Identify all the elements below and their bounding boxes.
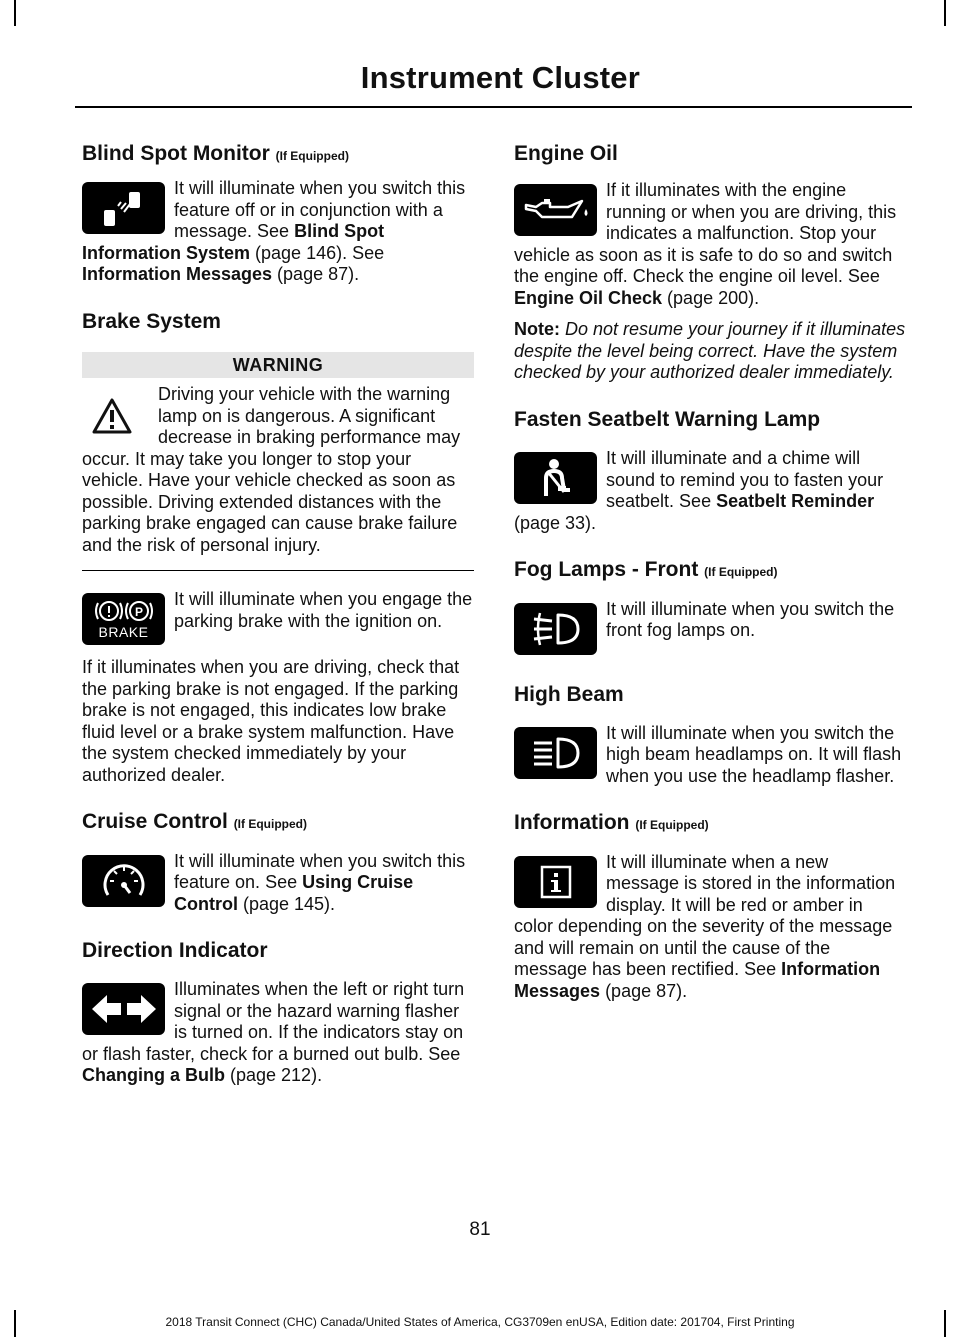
section-direction-indicator	[82, 937, 474, 1087]
section-blind-spot-monitor	[82, 140, 474, 286]
engine-oil-description: If it illuminates with the engine running or when you are driving, this indicates a malfunction. Stop your vehicle as soon as it is safe to do so and switch the engine off. Check the engine oil level. See Engine Oil Check (page 200).	[514, 180, 897, 308]
link-seatbelt-reminder[interactable]: Seatbelt Reminder	[716, 491, 875, 512]
brake-icon-label: BRAKE	[98, 624, 149, 641]
crop-mark	[944, 0, 946, 26]
link-blind-spot-information-system[interactable]: Blind Spot Information System	[82, 221, 385, 263]
blind-spot-description: It will illuminate when you switch this feature off or in conjunction with a message. See Blind Spot Information System (page 146). See Information Messages (page 87).	[82, 178, 466, 285]
direction-indicator-description: Illuminates when the left or right turn signal or the hazard warning flasher is turned on. If the indicators stay on or flash faster, check for a burned out bulb. See Changing a Bulb (page 212).	[82, 979, 465, 1086]
link-using-cruise-control[interactable]: Using Cruise Control	[174, 872, 414, 914]
speedometer-icon	[82, 855, 165, 907]
warning-triangle-icon	[82, 390, 142, 442]
cruise-control-description: It will illuminate when you switch this feature on. See Using Cruise Control (page 145).	[174, 850, 466, 914]
oil-can-icon	[514, 184, 597, 236]
left-column	[82, 140, 474, 1087]
link-engine-oil-check[interactable]: Engine Oil Check	[514, 287, 663, 308]
seatbelt-icon	[514, 452, 597, 504]
section-heading: Direction Indicator	[82, 939, 268, 963]
section-heading: Fasten Seatbelt Warning Lamp	[514, 407, 821, 431]
section-heading: High Beam	[514, 682, 624, 706]
parking-brake-icon	[82, 593, 165, 645]
information-icon	[514, 856, 597, 908]
section-heading: Information (If Equipped)	[514, 811, 709, 835]
link-information-messages[interactable]: Information Messages	[82, 264, 273, 285]
page-number: 81	[469, 1219, 491, 1240]
svg-text:P: P	[134, 605, 143, 620]
fog-lamps-description: It will illuminate when you switch the front fog lamps on.	[606, 598, 895, 641]
right-column	[514, 140, 906, 1002]
crop-mark	[14, 0, 16, 26]
link-information-messages[interactable]: Information Messages	[514, 959, 881, 1001]
brake-malfunction-text: If it illuminates when you are driving, check that the parking brake is not engaged. If the parking brake is not engaged, this indicates low brake fluid level or a brake system malfunction. Have the system checked immediately by your authorized dealer.	[82, 657, 460, 785]
section-information	[514, 809, 906, 1002]
section-heading: Fog Lamps - Front (If Equipped)	[514, 558, 778, 582]
section-engine-oil	[514, 140, 906, 384]
section-cruise-control	[82, 808, 474, 915]
high-beam-icon	[514, 727, 597, 779]
parking-brake-description: It will illuminate when you engage the parking brake with the ignition on.	[174, 589, 473, 631]
section-heading: Engine Oil	[514, 142, 618, 165]
section-fasten-seatbelt	[514, 406, 906, 534]
section-heading: Brake System	[82, 309, 221, 333]
front-fog-lamp-icon	[514, 603, 597, 655]
link-changing-a-bulb[interactable]: Changing a Bulb	[82, 1065, 225, 1086]
section-fog-lamps-front	[514, 556, 906, 658]
blind-spot-icon	[82, 182, 165, 234]
section-heading: Cruise Control (If Equipped)	[82, 810, 308, 834]
information-description: It will illuminate when a new message is stored in the information display. It will be red or amber in color depending on the severity of the message and will remain on until the cause of the message has been rectified. See Information Messages (page 87).	[514, 851, 896, 1001]
section-heading: Blind Spot Monitor (If Equipped)	[82, 142, 349, 165]
engine-oil-note: Note: Do not resume your journey if it illuminates despite the level being correct. Have the system checked by your authorized dealer immediately.	[514, 319, 906, 383]
seatbelt-description: It will illuminate and a chime will sound to remind you to fasten your seatbelt. See Seatbelt Reminder (page 33).	[514, 448, 884, 533]
warning-label: WARNING	[82, 352, 474, 378]
brake-warning-text: Driving your vehicle with the warning lamp on is dangerous. A significant decrease in braking performance may occur. It may take you longer to stop your vehicle. Have your vehicle checked as soon as possible. Driving extended distances with the parking brake engaged can cause brake failure and the risk of personal injury.	[82, 384, 461, 555]
section-high-beam	[514, 681, 906, 788]
section-brake-system	[82, 308, 474, 786]
header-rule	[75, 106, 912, 108]
high-beam-description: It will illuminate when you switch the high beam headlamps on. It will flash when you use the headlamp flasher.	[606, 722, 902, 786]
footer-edition-info: 2018 Transit Connect (CHC) Canada/United States of America, CG3709en enUSA, Edition date: 201704, First Printing	[165, 1315, 795, 1329]
page-title: Instrument Cluster	[360, 60, 640, 95]
turn-signal-arrows-icon	[82, 983, 165, 1035]
